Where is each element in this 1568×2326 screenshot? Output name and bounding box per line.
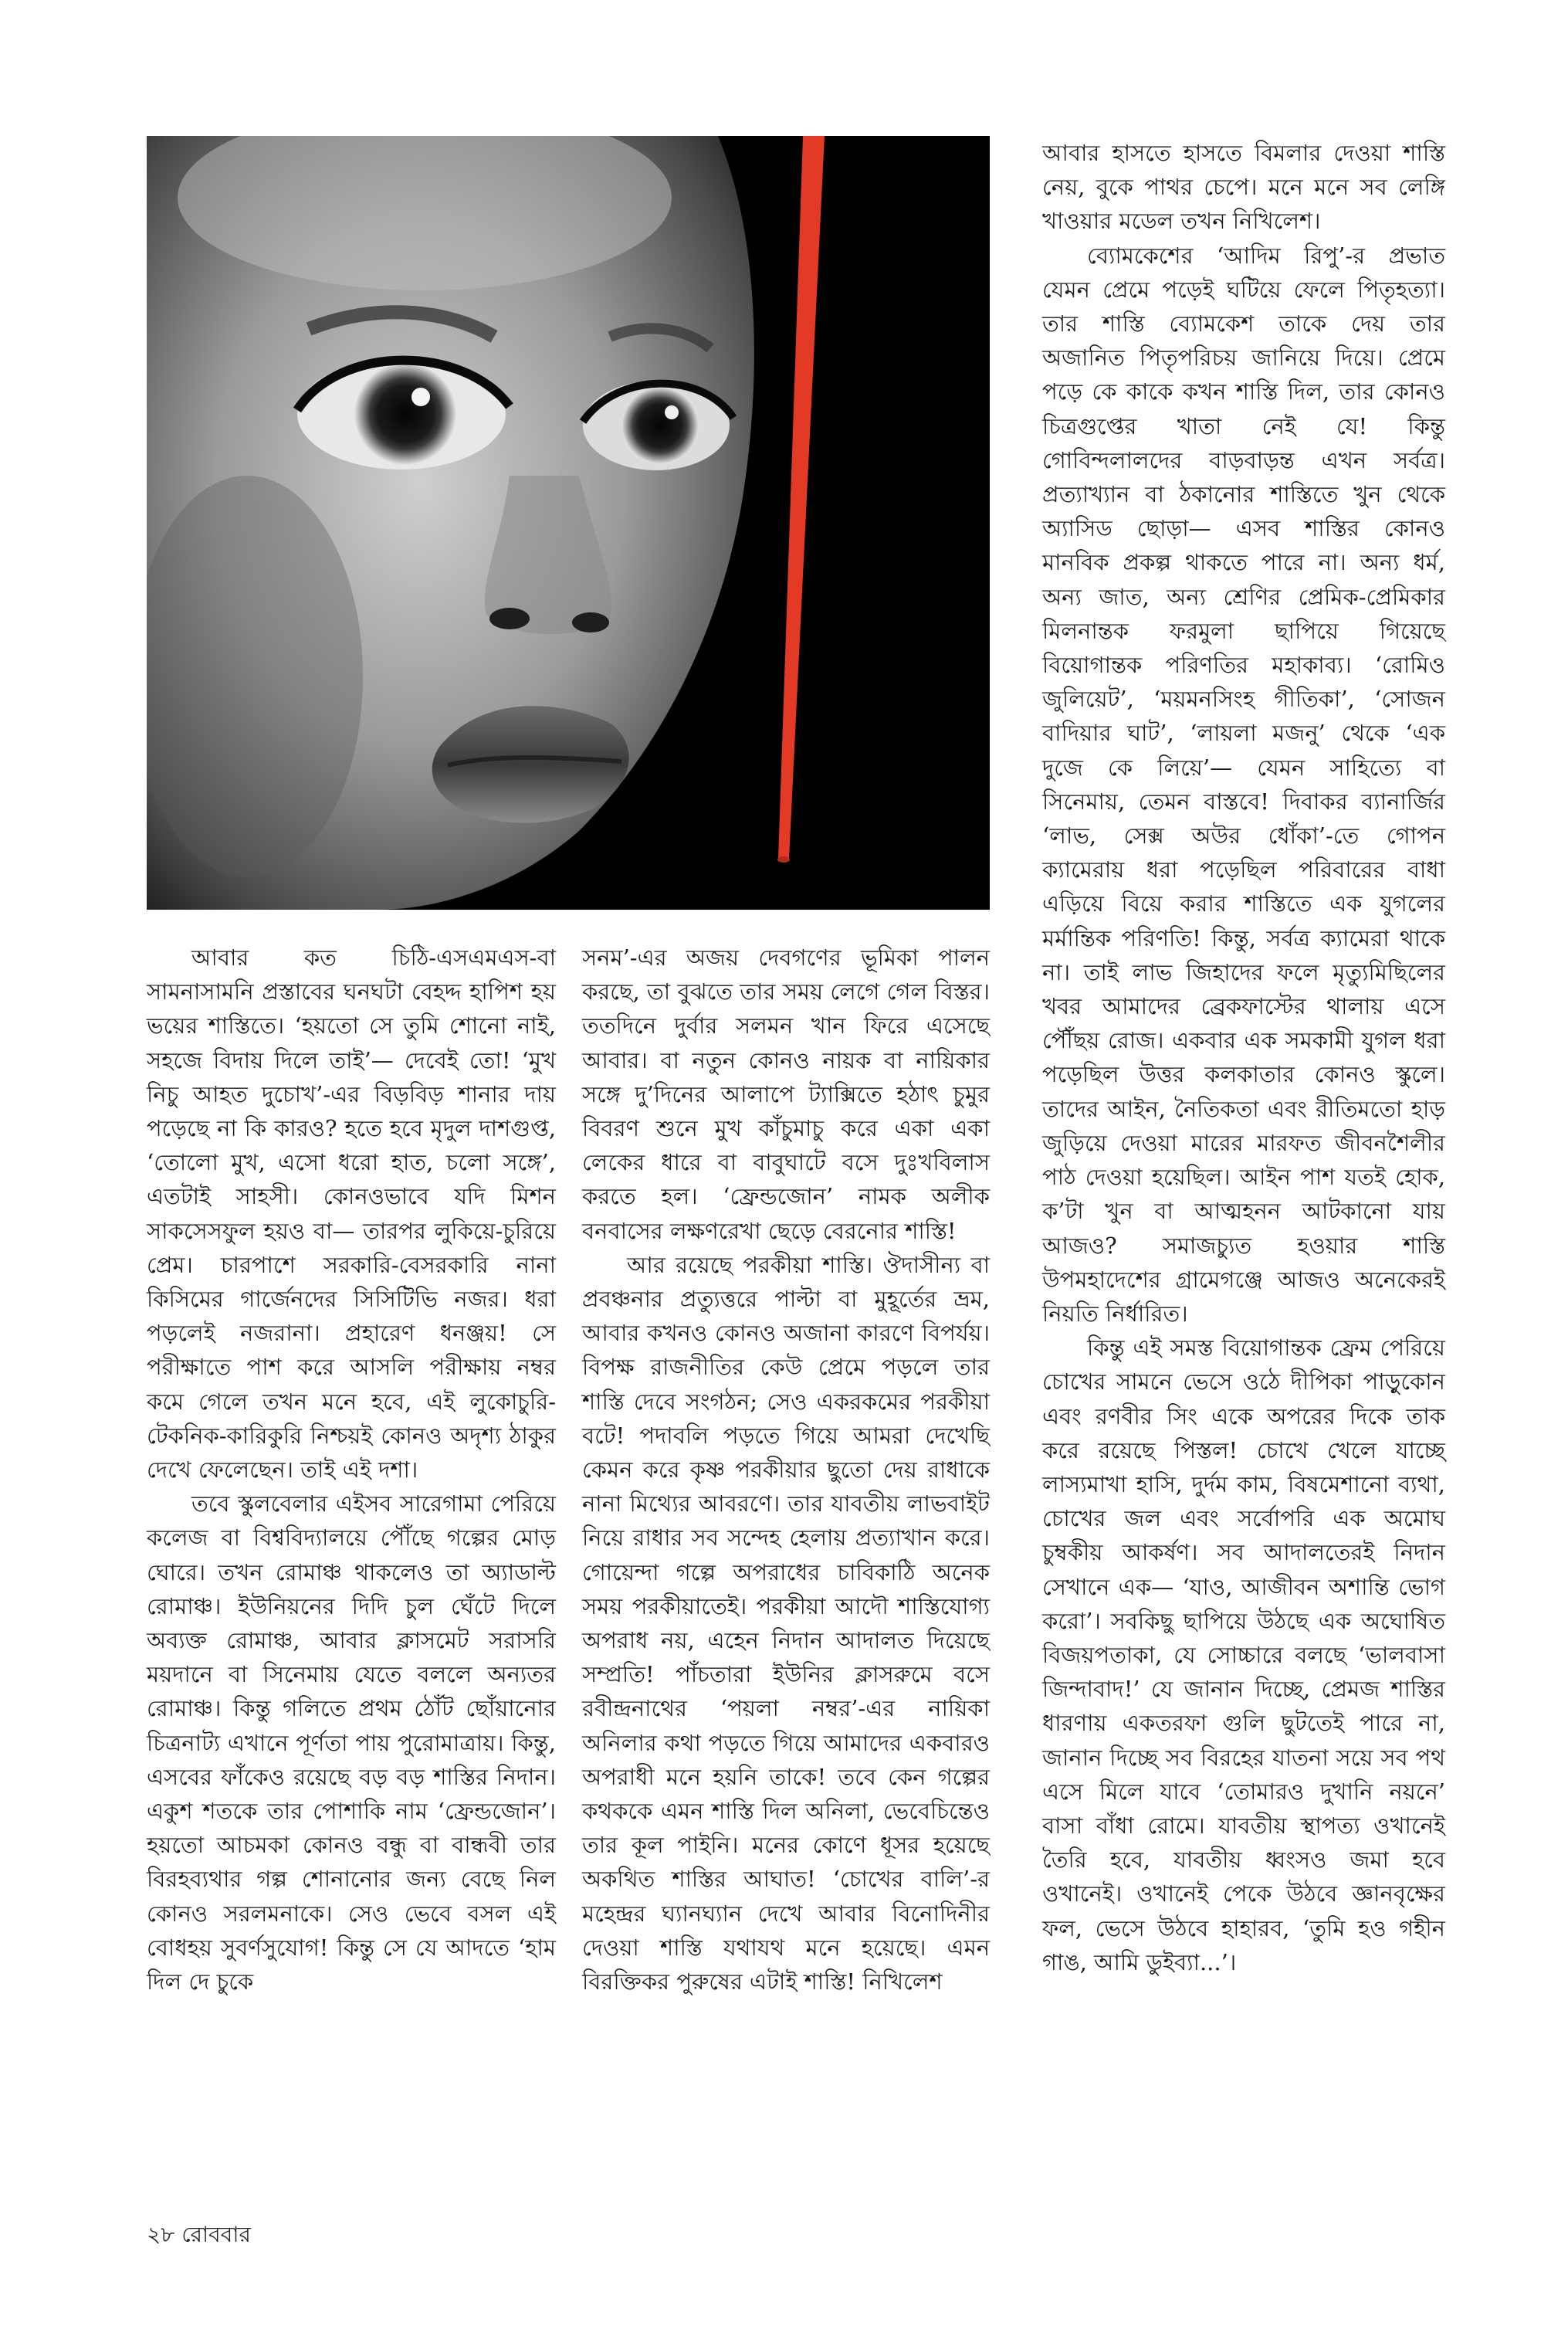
article-column-3 xyxy=(1042,136,1445,1979)
paragraph: আবার হাসতে হাসতে বিমলার দেওয়া শাস্তি নেয়, বুকে পাথর চেপে। মনে মনে সব লেঙ্গি খাওয়ার মডেল তখন নিখিলেশ। xyxy=(1042,140,1445,235)
paragraph: আর রয়েছে পরকীয়া শাস্তি। ঔদাসীন্য বা প্রবঞ্চনার প্রত্যুত্তরে পাল্টা বা মুহূর্তের ভ্রম, আবার কখনও কোনও অজানা কারণে বিপর্যয়। বিপক্ষ রাজনীতির কেউ প্রেমে পড়লে তার শাস্তি দেবে সংগঠন; সেও একরকমের পরকীয়া বটে! পদাবলি পড়তে গিয়ে আমরা দেখেছি কেমন করে কৃষ্ণ পরকীয়ার ছুতো দেয় রাধাকে নানা মিথ্যের আবরণে। তার যাবতীয় লাভবাইট নিয়ে রাধার সব সন্দেহ হেলায় প্রত্যাখান করে। গোয়েন্দা গল্পে অপরাধের চাবিকাঠি অনেক সময় পরকীয়াতেই। পরকীয়া আদৌ শাস্তিযোগ্য অপরাধ নয়, এহেন নিদান আদালত দিয়েছে সম্প্রতি! পাঁচতারা ইউনির ক্লাসরুমে বসে রবীন্দ্রনাথের ‘পয়লা নম্বর’-এর নায়িকা অনিলার কথা পড়তে গিয়ে আমাদের একবারও অপরাধী মনে হয়নি তাকে! তবে কেন গল্পের কথককে এমন শাস্তি দিল অনিলা, ভেবেচিন্তেও তার কূল পাইনি। মনের কোণে ধূসর হয়েছে অকথিত শাস্তির আঘাত! ‘চোখের বালি’-র মহেন্দ্রর ঘ্যানঘ্যান দেখে আবার বিনোদিনীর দেওয়া শাস্তি যথাযথ মনে হয়েছে। এমন বিরক্তিকর পুরুষের এটাই শাস্তি! নিখিলেশ xyxy=(582,1251,990,1995)
paragraph: সনম’-এর অজয় দেবগণের ভূমিকা পালন করছে, তা বুঝতে তার সময় লেগে গেল বিস্তর। ততদিনে দুর্বার সলমন খান ফিরে এসেছে আবার। বা নতুন কোনও নায়ক বা নায়িকার সঙ্গে দু’দিনের আলাপে ট্যাক্সিতে হঠাৎ চুমুর বিবরণ শুনে মুখ কাঁচুমাচু করে একা একা লেকের ধারে বা বাবুঘাটে বসে দুঃখবিলাস করতে হল। ‘ফ্রেন্ডজোন’ নামক অলীক বনবাসের লক্ষণরেখা ছেড়ে বেরনোর শাস্তি! xyxy=(582,944,990,1244)
right-eye xyxy=(621,387,699,464)
paragraph: তবে স্কুলবেলার এইসব সারেগামা পেরিয়ে কলেজ বা বিশ্ববিদ্যালয়ে পৌঁছে গল্পের মোড় ঘোরে। তখন রোমাঞ্চ থাকলেও তা অ্যাডাল্ট রোমাঞ্চ। ইউনিয়নের দিদি চুল ঘেঁটে দিলে অব্যক্ত রোমাঞ্চ, আবার ক্লাসমেট সরাসরি ময়দানে বা সিনেমায় যেতে বললে অন্যতর রোমাঞ্চ। কিন্তু গলিতে প্রথম ঠোঁট ছোঁয়ানোর চিত্রনাট্য এখানে পূর্ণতা পায় পুরোমাত্রায়। কিন্তু, এসবের ফাঁকেও রয়েছে বড় বড় শাস্তির নিদান। একুশ শতকে তার পোশাকি নাম ‘ফ্রেন্ডজোন’। হয়তো আচমকা কোনও বন্ধু বা বান্ধবী তার বিরহব্যথার গল্প শোনানোর জন্য বেছে নিল কোনও সরলমনাকে। সেও ভেবে বসল এই বোধহয় সুবর্ণসুযোগ! কিন্তু সে যে আদতে ‘হাম দিল দে চুকে xyxy=(147,1490,556,1995)
paragraph: কিন্তু এই সমস্ত বিয়োগান্তক ফ্রেম পেরিয়ে চোখের সামনে ভেসে ওঠে দীপিকা পাড়ুকোন এবং রণবীর সিং একে অপরের দিকে তাক করে রয়েছে পিস্তল! চোখে খেলে যাচ্ছে লাস্যমাখা হাসি, দুর্দম কাম, বিষমেশানো ব্যথা, চোখের জল এবং সর্বোপরি এক অমোঘ চুম্বকীয় আকর্ষণ। সব আদালতেরই নিদান সেখানে এক— ‘যাও, আজীবন অশান্তি ভোগ করো’। সবকিছু ছাপিয়ে উঠছে এক অঘোষিত বিজয়পতাকা, যে সোচ্চারে বলছে ‘ভালবাসা জিন্দাবাদ!’ যে জানান দিচ্ছে, প্রেমজ শাস্তির ধারণায় একতরফা গুলি ছুটতেই পারে না, জানান দিচ্ছে সব বিরহের যাতনা সয়ে সব পথ এসে মিলে যাবে ‘তোমারও দুখানি নয়নে’ বাসা বাঁধা রোমে। যাবতীয় স্থাপত্য ওখানেই তৈরি হবে, যাবতীয় ধ্বংসও জমা হবে ওখানেই। ওখানেই পেকে উঠবে জ্ঞানবৃক্ষের ফল, ভেসে উঠবে হাহারব, ‘তুমি হও গহীন গাঙ, আমি ডুইব্যা...’। xyxy=(1042,1334,1445,1975)
left-eye xyxy=(354,363,456,465)
page-footer-label: ২৮ রোববার xyxy=(147,2222,251,2247)
paragraph: আবার কত চিঠি-এসএমএস-বা সামনাসামনি প্রস্তাবের ঘনঘটা বেহদ্দ হাপিশ হয় ভয়ের শাস্তিতে। ‘হয়তো সে তুমি শোনো নাই, সহজে বিদায় দিলে তাই’— দেবেই তো! ‘মুখ নিচু আহত দুচোখ’-এর বিড়বিড় শানার দায় পড়েছে না কি কারও? হতে হবে মৃদুল দাশগুপ্ত, ‘তোলো মুখ, এসো ধরো হাত, চলো সঙ্গে’, এতটাই সাহসী। কোনওভাবে যদি মিশন সাকসেসফুল হয়ও বা— তারপর লুকিয়ে-চুরিয়ে প্রেম। চারপাশে সরকারি-বেসরকারি নানা কিসিমের গার্জেনদের সিসিটিভি নজর। ধরা পড়লেই নজরানা। প্রহারেণ ধনঞ্জয়! সে পরীক্ষাতে পাশ করে আসলি পরীক্ষায় নম্বর কমে গেলে তখন মনে হবে, এই লুকোচুরি-টেকনিক-কারিকুরি নিশ্চয়ই কোনও অদৃশ্য ঠাকুর দেখে ফেলেছেন। তাই এই দশা। xyxy=(147,944,556,1483)
paragraph: ব্যোমকেশের ‘আদিম রিপু’-র প্রভাত যেমন প্রেমে পড়েই ঘটিয়ে ফেলে পিতৃহত্যা। তার শাস্তি ব্যোমকেশ তাকে দেয় তার অজানিত পিতৃপরিচয় জানিয়ে দিয়ে। প্রেমে পড়ে কে কাকে কখন শাস্তি দিল, তার কোনও চিত্রগুপ্তের খাতা নেই যে! কিন্তু গোবিন্দলালদের বাড়বাড়ন্ত এখন সর্বত্র। প্রত্যাখ্যান বা ঠকানোর শাস্তিতে খুন থেকে অ্যাসিড ছোড়া— এসব শাস্তির কোনও মানবিক প্রকল্প থাকতে পারে না। অন্য ধর্ম, অন্য জাত, অন্য শ্রেণির প্রেমিক-প্রেমিকার মিলনান্তক ফরমুলা ছাপিয়ে গিয়েছে বিয়োগান্তক পরিণতির মহাকাব্য। ‘রোমিও জুলিয়েট’, ‘ময়মনসিংহ গীতিকা’, ‘সোজন বাদিয়ার ঘাট’, ‘লায়লা মজনু’ থেকে ‘এক দুজে কে লিয়ে’— যেমন সাহিত্যে বা সিনেমায়, তেমন বাস্তবে! দিবাকর ব্যানার্জির ‘লাভ, সেক্স অউর ধোঁকা’-তে গোপন ক্যামেরায় ধরা পড়েছিল পরিবারের বাধা এড়িয়ে বিয়ে করার শাস্তিতে এক যুগলের মর্মান্তিক পরিণতি! কিন্তু, সর্বত্র ক্যামেরা থাকে না। তাই লাভ জিহাদের ফলে মৃত্যুমিছিলের খবর আমাদের ব্রেকফাস্টের থালায় এসে পৌঁছয় রোজ। একবার এক সমকামী যুগল ধরা পড়েছিল উত্তর কলকাতার কোনও স্কুলে। তাদের আইন, নৈতিকতা এবং রীতিমতো হাড় জুড়িয়ে দেওয়া মারের মারফত জীবনশৈলীর পাঠ দেওয়া হয়েছিল। আইন পাশ যতই হোক, ক’টা খুন বা আত্মহনন আটকানো যায় আজও? সমাজচ্যুত হওয়ার শাস্তি উপমহাদেশের গ্রামেগঞ্জে আজও অনেকেরই নিয়তি নির্ধারিত। xyxy=(1042,242,1445,1327)
article-column-1 xyxy=(147,941,556,1999)
article-column-2 xyxy=(582,941,990,1999)
child-face-photo xyxy=(147,136,990,910)
photo-illustration xyxy=(147,136,990,910)
